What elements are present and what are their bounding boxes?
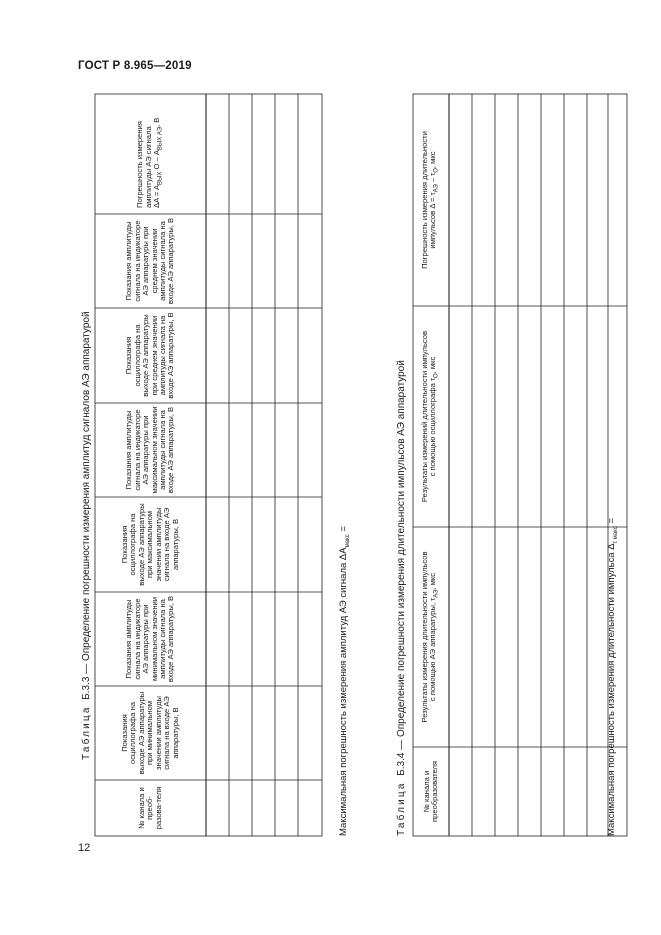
table-b33-col-ind-min: Показания амплитуды сигнала на индикаторе АЭ аппаратуры при минимальном значении амплитуды сигнала на входе АЭ аппаратуры, В (124, 595, 176, 683)
table-b33-col-channel: № канала и преоб-разова-теля (136, 786, 163, 830)
table-b34-col-error: Погрешность измерения длительности импульсов $\Delta = \tau_{АЭ} - \tau_О$, мкс (419, 131, 440, 269)
table-b33-col-ind-max: Показания амплитуды сигнала на индикаторе АЭ аппаратуры при максимальном значении амплитуды сигнала на входе АЭ аппаратуры, В (124, 406, 176, 494)
table-b33-label: Таблица (81, 705, 92, 760)
table-b33-summary: Максимальная погрешность измерения амплитуд АЭ сигнала $\Delta A_{макс}$ = (338, 526, 351, 836)
table-b33-col-ind-mid: Показания амплитуды сигнала на индикаторе АЭ аппаратуры при среднем значении амплитуды сигнала на входе АЭ аппаратуры, В (124, 217, 176, 305)
table-b34-title: Б.3.4 — Определение погрешности измерения длительности импульсов АЭ аппаратурой (396, 360, 407, 776)
table-b34-col-ae: Результаты измерения длительности импульсов с помощью АЭ аппаратуры, $\tau_{АЭ}$, мкс (419, 551, 440, 723)
table-b34-summary: Максимальная погрешность измерения длительности импульса $\Delta_{\tau макс}$ = (606, 517, 619, 836)
table-b33-col-error: Погрешность измерения амплитуды АЭ сигнала $\Delta A = A_{ВЫХ}$ О – $A_{ВЫХ АЭ}$, В (135, 117, 164, 208)
table-b33-title: Б.3.3 — Определение погрешности измерения амплитуд сигналов АЭ аппаратурой (81, 311, 92, 700)
table-b34-label: Таблица (396, 781, 407, 836)
document-header-title: ГОСТ Р 8.965—2019 (78, 60, 192, 72)
table-b34-col-channel: № канала и преобразователя (421, 760, 439, 823)
table-b33-col-osc-min: Показания осциллографа на выходе АЭ аппаратуры при минимальном значении амплитуды сигнала на входе АЭ аппаратуры, В (120, 691, 180, 775)
table-b33-col-osc-max: Показания осциллографа на выходе АЭ аппаратуры при максимальном значении амплитуды сигнала на входе АЭ аппаратуры, В (120, 503, 180, 586)
page-number: 12 (78, 842, 91, 854)
table-b34-col-osc: Результаты измерений длительности импульсов с помощью осциллографа $\tau_О$, мкс (419, 330, 440, 503)
table-b33-col-osc-mid: Показания осциллографа на выходе АЭ аппаратуры при среднем значении амплитуды сигнала на входе АЭ аппаратуры, В (124, 312, 176, 399)
